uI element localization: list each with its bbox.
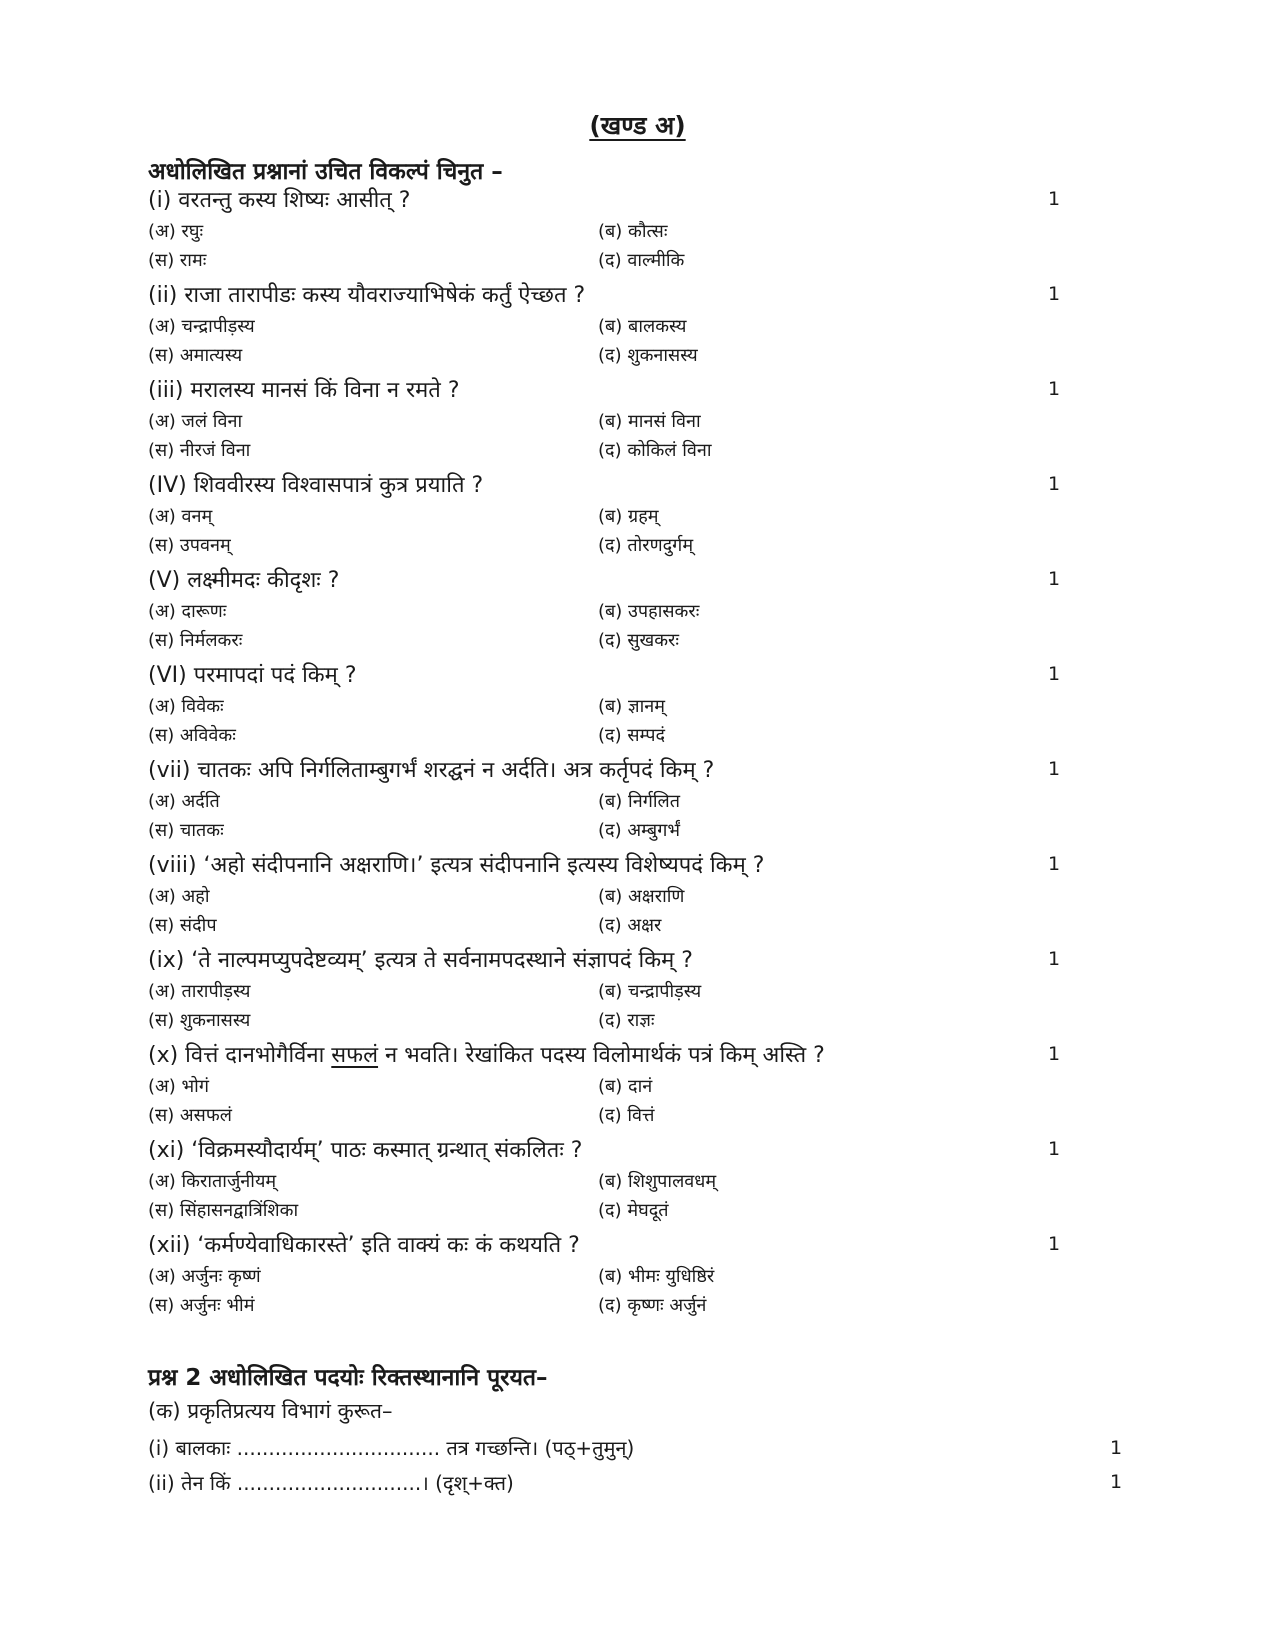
option-b: (ब) मानसं विना	[598, 411, 701, 432]
option-c: (स) निर्मलकरः	[148, 630, 243, 651]
option-a: (अ) वनम्	[148, 506, 213, 527]
option-d: (द) सुखकरः	[598, 630, 680, 651]
option-c: (स) संदीप	[148, 915, 217, 936]
question-11	[148, 1136, 1068, 1231]
fill-blank-marks-1: 1	[1110, 1437, 1123, 1459]
question-text: (IV) शिववीरस्य विश्वासपात्रं कुत्र प्रयाति ?	[148, 473, 484, 498]
option-b: (ब) ग्रहम्	[598, 506, 659, 527]
question-marks: 1	[1048, 188, 1061, 210]
option-a: (अ) रघुः	[148, 221, 204, 242]
question-text: (V) लक्ष्मीमदः कीदृशः ?	[148, 568, 340, 593]
question-text: (i) वरतन्तु कस्य शिष्यः आसीत् ?	[148, 188, 411, 213]
option-a: (अ) अर्दति	[148, 791, 220, 812]
question-text: (x) वित्तं दानभोगैर्विना सफलं न भवति। रेखांकित पदस्य विलोमार्थकं पत्रं किम् अस्ति ?	[148, 1043, 825, 1068]
option-b: (ब) ज्ञानम्	[598, 696, 665, 717]
question-text: (ix) ‘ते नाल्पमप्युपदेष्टव्यम्’ इत्यत्र ते सर्वनामपदस्थाने संज्ञापदं किम् ?	[148, 948, 693, 973]
option-d: (द) मेघदूतं	[598, 1200, 669, 1221]
option-c: (स) शुकनासस्य	[148, 1010, 251, 1031]
question-1	[148, 186, 1068, 281]
option-a: (अ) अहो	[148, 886, 210, 907]
option-d: (द) अम्बुगर्भं	[598, 820, 680, 841]
option-b: (ब) शिशुपालवधम्	[598, 1171, 717, 1192]
question-text: (xi) ‘विक्रमस्यौदार्यम्’ पाठः कस्मात् ग्रन्थात् संकलितः ?	[148, 1138, 583, 1163]
section-title: (खण्ड अ)	[589, 111, 686, 140]
option-c: (स) उपवनम्	[148, 535, 231, 556]
question-12	[148, 1231, 1068, 1326]
question-2-heading: प्रश्न 2 अधोलिखित पदयोः रिक्तस्थानानि पूरयत–	[148, 1365, 548, 1391]
option-d: (द) कोकिलं विना	[598, 440, 712, 461]
option-a: (अ) चन्द्रापीड़स्य	[148, 316, 255, 337]
question-marks: 1	[1048, 758, 1061, 780]
question-text: (iii) मरालस्य मानसं किं विना न रमते ?	[148, 378, 460, 403]
option-b: (ब) अक्षराणि	[598, 886, 685, 907]
question-9	[148, 946, 1068, 1041]
option-a: (अ) दारूणः	[148, 601, 227, 622]
fill-blank-item-2: (ii) तेन किं .............................। (दृश्+क्त)	[148, 1471, 514, 1495]
question-marks: 1	[1048, 473, 1061, 495]
option-c: (स) सिंहासनद्वात्रिंशिका	[148, 1200, 299, 1221]
option-d: (द) राज्ञः	[598, 1010, 655, 1031]
fill-blank-marks-2: 1	[1110, 1471, 1123, 1493]
question-marks: 1	[1048, 378, 1061, 400]
option-c: (स) नीरजं विना	[148, 440, 251, 461]
option-d: (द) कृष्णः अर्जुनं	[598, 1295, 707, 1316]
question-2	[148, 281, 1068, 376]
instruction-heading: अधोलिखित प्रश्नानां उचित विकल्पं चिनुत –	[148, 159, 503, 185]
question-5	[148, 566, 1068, 661]
question-marks: 1	[1048, 948, 1061, 970]
question-marks: 1	[1048, 283, 1061, 305]
question-marks: 1	[1048, 1043, 1061, 1065]
question-3	[148, 376, 1068, 471]
option-d: (द) तोरणदुर्गम्	[598, 535, 694, 556]
option-c: (स) अर्जुनः भीमं	[148, 1295, 255, 1316]
option-d: (द) अक्षर	[598, 915, 662, 936]
option-d: (द) वाल्मीकि	[598, 250, 685, 271]
option-d: (द) शुकनासस्य	[598, 345, 698, 366]
option-d: (द) वित्तं	[598, 1105, 655, 1126]
option-b: (ब) उपहासकरः	[598, 601, 700, 622]
question-6	[148, 661, 1068, 756]
option-c: (स) अविवेकः	[148, 725, 236, 746]
option-c: (स) असफलं	[148, 1105, 232, 1126]
question-text: (xii) ‘कर्मण्येवाधिकारस्ते’ इति वाक्यं कः कं कथयति ?	[148, 1233, 580, 1258]
option-d: (द) सम्पदं	[598, 725, 666, 746]
question-text: (vii) चातकः अपि निर्गलिताम्बुगर्भं शरद्घनं न अर्दति। अत्र कर्तृपदं किम् ?	[148, 758, 715, 783]
question-text: (viii) ‘अहो संदीपनानि अक्षराणि।’ इत्यत्र संदीपनानि इत्यस्य विशेष्यपदं किम् ?	[148, 853, 765, 878]
question-marks: 1	[1048, 1138, 1061, 1160]
option-b: (ब) दानं	[598, 1076, 653, 1097]
question-marks: 1	[1048, 663, 1061, 685]
option-b: (ब) निर्गलित	[598, 791, 680, 812]
option-b: (ब) कौत्सः	[598, 221, 668, 242]
question-list	[148, 186, 1068, 1326]
question-marks: 1	[1048, 853, 1061, 875]
option-c: (स) चातकः	[148, 820, 224, 841]
option-a: (अ) किरातार्जुनीयम्	[148, 1171, 277, 1192]
question-7	[148, 756, 1068, 851]
question-8	[148, 851, 1068, 946]
question-text: (VI) परमापदां पदं किम् ?	[148, 663, 357, 688]
option-b: (ब) चन्द्रापीड़स्य	[598, 981, 702, 1002]
question-4	[148, 471, 1068, 566]
question-marks: 1	[1048, 1233, 1061, 1255]
option-a: (अ) भोगं	[148, 1076, 209, 1097]
option-a: (अ) तारापीड़स्य	[148, 981, 251, 1002]
question-2-subheading: (क) प्रकृतिप्रत्यय विभागं कुरूत–	[148, 1399, 393, 1423]
option-c: (स) रामः	[148, 250, 207, 271]
question-10	[148, 1041, 1068, 1136]
option-b: (ब) भीमः युधिष्ठिरं	[598, 1266, 715, 1287]
option-a: (अ) जलं विना	[148, 411, 243, 432]
option-b: (ब) बालकस्य	[598, 316, 687, 337]
question-text: (ii) राजा तारापीडः कस्य यौवराज्याभिषेकं कर्तुं ऐच्छत ?	[148, 283, 586, 308]
fill-blank-item-1: (i) बालकाः ................................ तत्र गच्छन्ति। (पठ्+तुमुन्)	[148, 1436, 635, 1460]
question-marks: 1	[1048, 568, 1061, 590]
option-c: (स) अमात्यस्य	[148, 345, 243, 366]
option-a: (अ) विवेकः	[148, 696, 224, 717]
underlined-word: सफलं	[331, 1043, 379, 1068]
option-a: (अ) अर्जुनः कृष्णं	[148, 1266, 261, 1287]
